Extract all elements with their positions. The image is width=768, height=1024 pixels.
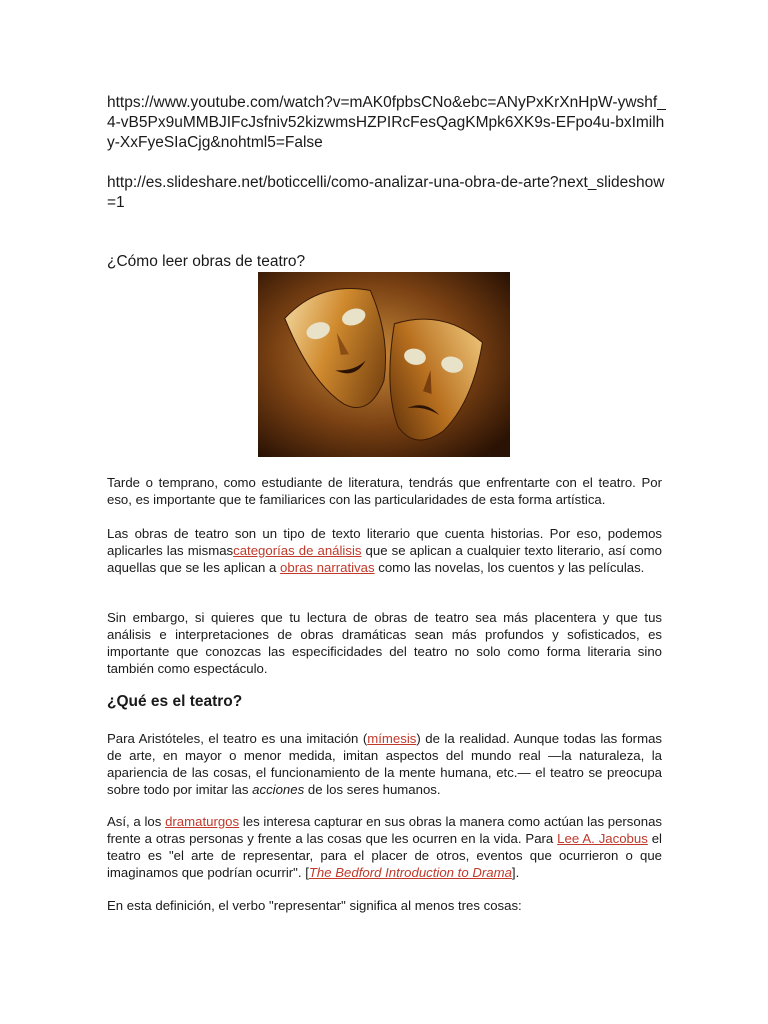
theater-masks-image [258,272,510,457]
paragraph-literary-text [107,525,662,576]
intro-paragraph: Tarde o temprano, como estudiante de literatura, tendrás que enfrentarte con el teatro. Por eso, es importante que te familiarices con las particularidades de esta forma artística. [107,475,662,507]
text-span: de los seres humanos. [304,782,441,797]
paragraph-definicion: En esta definición, el verbo "representar" significa al menos tres cosas: [107,898,522,913]
text-span: Para Aristóteles, el teatro es una imitación ( [107,731,368,746]
text-span: que se aplican a cualquier texto literario, así como aquellas que se les aplican a [107,543,662,575]
link-obras-narrativas[interactable]: obras narrativas [280,560,375,575]
section-heading: ¿Qué es el teatro? [107,693,243,710]
text-span: Así, a los [107,814,166,829]
text-span: el teatro es "el arte de representar, para el placer de otros, eventos que ocurrieron o que imaginamos que podrían ocurrir". [ [107,831,662,880]
link-categorias-analisis[interactable]: categorías de análisis [233,543,362,558]
slideshare-url[interactable]: http://es.slideshare.net/boticcelli/como-analizar-una-obra-de-arte?next_slideshow=1 [107,174,665,211]
emphasis-text: acciones [252,782,305,797]
paragraph-specifics: Sin embargo, si quieres que tu lectura de obras de teatro sea más placentera y que tus análisis e interpretaciones de obras dramáticas sean más profundos y sofisticados, es importante que conozcas las especificidades del teatro no solo como forma literaria sino también como espectáculo. [107,610,662,676]
youtube-url[interactable]: https://www.youtube.com/watch?v=mAK0fpbsCNo&ebc=ANyPxKrXnHpW-ywshf_4-vB5Px9uMMBJIFcJsfniv52kizwmsHZPIRcFesQagKMpk6XK9s-EFpo4u-bxImilhy-XxFyeSIaCjg&nohtml5=False [107,94,666,151]
link-lee-jacobus[interactable]: Lee A. Jacobus [557,831,648,846]
text-span: ]. [511,865,520,880]
link-mimesis[interactable]: mímesis [367,731,417,746]
text-span: ) de la realidad. Aunque todas las formas de arte, en mayor o menor medida, imitan aspectos del mundo real —la naturaleza, la apariencia de las cosas, el funcionamiento de la mente humana, etc.— el teatro se preocupa sobre todo por imitar las [107,731,662,797]
link-bedford-introduction[interactable]: The Bedford Introduction to Drama [308,865,512,880]
text-span: les interesa capturar en sus obras la manera como actúan las personas frente a otras personas y frente a las cosas que les ocurren en la vida. Para [107,814,663,846]
text-span: como las novelas, los cuentos y las películas. [374,560,645,575]
paragraph-dramaturgos [107,813,662,881]
page-title: ¿Cómo leer obras de teatro? [107,253,306,270]
paragraph-aristoteles [107,730,662,798]
text-span: Las obras de teatro son un tipo de texto literario que cuenta historias. Por eso, podemos aplicarles las mismas [107,526,662,558]
link-dramaturgos[interactable]: dramaturgos [165,814,240,829]
